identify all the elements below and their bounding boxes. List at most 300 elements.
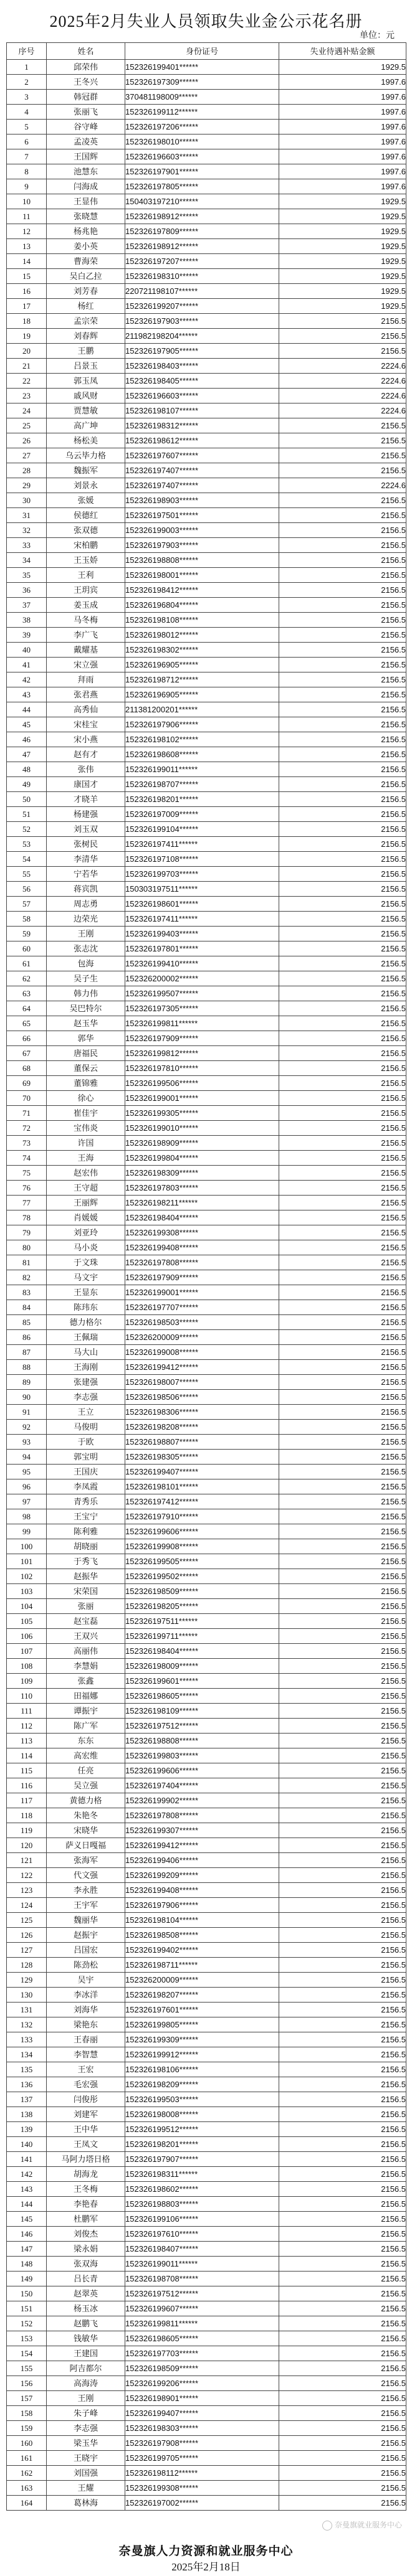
cell-name: 王海刚 — [47, 1360, 125, 1375]
table-row — [7, 1240, 406, 1255]
cell-amount: 1997.6 — [279, 179, 406, 194]
cell-amount: 2156.5 — [279, 463, 406, 478]
cell-amount: 2156.5 — [279, 941, 406, 956]
table-row — [7, 1285, 406, 1300]
cell-name: 刘景永 — [47, 478, 125, 493]
cell-amount: 2156.5 — [279, 1494, 406, 1509]
cell-seq: 88 — [7, 1360, 47, 1375]
cell-seq: 96 — [7, 1479, 47, 1494]
cell-id-number: 152326199001****** — [125, 1285, 279, 1300]
cell-amount: 2156.5 — [279, 1793, 406, 1808]
cell-name: 陈广军 — [47, 1719, 125, 1734]
cell-seq: 62 — [7, 971, 47, 986]
table-row — [7, 2346, 406, 2361]
cell-id-number: 152326197207****** — [125, 254, 279, 269]
wechat-logo-icon — [322, 2521, 332, 2531]
cell-seq: 156 — [7, 2376, 47, 2391]
cell-id-number: 152326200009****** — [125, 1330, 279, 1345]
cell-id-number: 152326198509****** — [125, 1584, 279, 1599]
cell-amount: 1997.6 — [279, 105, 406, 120]
cell-name: 王晓宇 — [47, 2451, 125, 2466]
table-row — [7, 224, 406, 239]
cell-amount: 2156.5 — [279, 628, 406, 643]
cell-name: 韩冠群 — [47, 90, 125, 105]
cell-name: 张伟 — [47, 762, 125, 777]
cell-amount: 2156.5 — [279, 1748, 406, 1763]
cell-id-number: 152326197805****** — [125, 179, 279, 194]
cell-amount: 2156.5 — [279, 1778, 406, 1793]
table-row — [7, 2227, 406, 2242]
cell-id-number: 152326198404****** — [125, 1644, 279, 1659]
cell-seq: 22 — [7, 374, 47, 389]
cell-name: 高秀仙 — [47, 702, 125, 717]
cell-id-number: 152326199305****** — [125, 1106, 279, 1121]
table-row — [7, 1808, 406, 1823]
cell-name: 吴宇 — [47, 1973, 125, 1988]
cell-seq: 123 — [7, 1883, 47, 1898]
cell-id-number: 152326198012****** — [125, 628, 279, 643]
cell-seq: 28 — [7, 463, 47, 478]
cell-seq: 65 — [7, 1016, 47, 1031]
cell-id-number: 152326200002****** — [125, 971, 279, 986]
cell-seq: 36 — [7, 583, 47, 598]
cell-name: 吴巴特尔 — [47, 1001, 125, 1016]
cell-name: 贾慧敏 — [47, 403, 125, 418]
cell-seq: 133 — [7, 2032, 47, 2047]
cell-seq: 38 — [7, 613, 47, 628]
cell-name: 宋晓华 — [47, 1823, 125, 1838]
cell-id-number: 152326199410****** — [125, 956, 279, 971]
cell-seq: 126 — [7, 1928, 47, 1943]
cell-amount: 2156.5 — [279, 717, 406, 732]
cell-name: 闫海成 — [47, 179, 125, 194]
table-row — [7, 1853, 406, 1868]
cell-seq: 161 — [7, 2451, 47, 2466]
cell-seq: 14 — [7, 254, 47, 269]
cell-amount: 2156.5 — [279, 867, 406, 882]
table-row — [7, 1823, 406, 1838]
cell-amount: 2156.5 — [279, 1689, 406, 1704]
cell-seq: 57 — [7, 897, 47, 912]
cell-id-number: 152326196804****** — [125, 598, 279, 613]
cell-seq: 104 — [7, 1599, 47, 1614]
cell-amount: 2156.5 — [279, 1763, 406, 1778]
cell-seq: 87 — [7, 1345, 47, 1360]
cell-id-number: 152326198407****** — [125, 2242, 279, 2257]
cell-seq: 148 — [7, 2257, 47, 2272]
cell-amount: 2156.5 — [279, 852, 406, 867]
cell-seq: 142 — [7, 2167, 47, 2182]
cell-id-number: 152326197703****** — [125, 2346, 279, 2361]
table-row — [7, 60, 406, 75]
table-row — [7, 792, 406, 807]
cell-name: 谷守峰 — [47, 120, 125, 134]
cell-id-number: 152326198903****** — [125, 493, 279, 508]
cell-amount: 2156.5 — [279, 1838, 406, 1853]
table-row — [7, 463, 406, 478]
cell-name: 梁艳东 — [47, 2017, 125, 2032]
cell-seq: 63 — [7, 986, 47, 1001]
table-row — [7, 1629, 406, 1644]
table-row — [7, 1973, 406, 1988]
cell-seq: 153 — [7, 2331, 47, 2346]
cell-id-number: 152326198605****** — [125, 1689, 279, 1704]
cell-id-number: 152326198508****** — [125, 1928, 279, 1943]
cell-name: 杨红 — [47, 299, 125, 314]
table-row — [7, 179, 406, 194]
cell-amount: 2156.5 — [279, 897, 406, 912]
cell-amount: 2224.6 — [279, 403, 406, 418]
table-row — [7, 1255, 406, 1270]
cell-id-number: 152326198707****** — [125, 777, 279, 792]
cell-amount: 2156.5 — [279, 732, 406, 747]
table-row — [7, 1614, 406, 1629]
cell-seq: 144 — [7, 2197, 47, 2212]
cell-amount: 2156.5 — [279, 2167, 406, 2182]
cell-id-number: 152326197411****** — [125, 912, 279, 927]
cell-seq: 152 — [7, 2316, 47, 2331]
cell-id-number: 152326197707****** — [125, 1300, 279, 1315]
cell-id-number: 152326199805****** — [125, 2017, 279, 2032]
cell-seq: 162 — [7, 2466, 47, 2481]
cell-name: 刘国强 — [47, 2466, 125, 2481]
cell-amount: 2156.5 — [279, 2331, 406, 2346]
table-row — [7, 389, 406, 403]
cell-id-number: 152326198205****** — [125, 1599, 279, 1614]
cell-seq: 39 — [7, 628, 47, 643]
cell-id-number: 152326198310****** — [125, 269, 279, 284]
cell-seq: 158 — [7, 2406, 47, 2421]
cell-amount: 2156.5 — [279, 1868, 406, 1883]
cell-amount: 2156.5 — [279, 1031, 406, 1046]
cell-id-number: 152326199412****** — [125, 1360, 279, 1375]
cell-name: 王宇军 — [47, 1898, 125, 1913]
cell-amount: 1929.5 — [279, 209, 406, 224]
table-row — [7, 2122, 406, 2137]
cell-amount: 2156.5 — [279, 1255, 406, 1270]
cell-id-number: 152326197909****** — [125, 1031, 279, 1046]
cell-seq: 80 — [7, 1240, 47, 1255]
cell-id-number: 152326197909****** — [125, 1270, 279, 1285]
cell-seq: 31 — [7, 508, 47, 523]
cell-name: 马冬梅 — [47, 613, 125, 628]
table-row — [7, 1016, 406, 1031]
cell-id-number: 152326197512****** — [125, 2286, 279, 2301]
cell-seq: 163 — [7, 2481, 47, 2496]
cell-name: 吴白乙拉 — [47, 269, 125, 284]
cell-amount: 2156.5 — [279, 2062, 406, 2077]
cell-name: 王宝宁 — [47, 1509, 125, 1524]
cell-seq: 102 — [7, 1569, 47, 1584]
cell-name: 梁永娟 — [47, 2242, 125, 2257]
table-row — [7, 2062, 406, 2077]
cell-seq: 127 — [7, 1943, 47, 1958]
cell-name: 魏丽华 — [47, 1913, 125, 1928]
table-row — [7, 1569, 406, 1584]
cell-amount: 2156.5 — [279, 956, 406, 971]
cell-id-number: 152326199308****** — [125, 2481, 279, 2496]
cell-id-number: 152326196603****** — [125, 389, 279, 403]
cell-seq: 60 — [7, 941, 47, 956]
cell-name: 王冬梅 — [47, 2182, 125, 2197]
cell-name: 杨玉冰 — [47, 2301, 125, 2316]
cell-seq: 134 — [7, 2047, 47, 2062]
table-row — [7, 2331, 406, 2346]
table-row — [7, 2451, 406, 2466]
cell-id-number: 152326198302****** — [125, 643, 279, 658]
cell-name: 王显伟 — [47, 194, 125, 209]
cell-name: 孟凌英 — [47, 134, 125, 149]
cell-amount: 2156.5 — [279, 1674, 406, 1689]
table-row — [7, 239, 406, 254]
cell-name: 张媛 — [47, 493, 125, 508]
cell-seq: 25 — [7, 418, 47, 433]
roster-table — [6, 42, 406, 2511]
table-row — [7, 359, 406, 374]
cell-id-number: 152326199902****** — [125, 1793, 279, 1808]
table-row — [7, 717, 406, 732]
cell-seq: 13 — [7, 239, 47, 254]
cell-name: 张建强 — [47, 1375, 125, 1390]
cell-amount: 2156.5 — [279, 1465, 406, 1479]
cell-name: 萨义日嘎福 — [47, 1838, 125, 1853]
cell-seq: 118 — [7, 1808, 47, 1823]
cell-amount: 2156.5 — [279, 2406, 406, 2421]
table-row — [7, 1136, 406, 1151]
cell-id-number: 152326198306****** — [125, 1405, 279, 1420]
cell-seq: 82 — [7, 1270, 47, 1285]
table-row — [7, 1450, 406, 1465]
cell-id-number: 152326199403****** — [125, 927, 279, 941]
cell-id-number: 152326198207****** — [125, 1988, 279, 2003]
cell-name: 王利 — [47, 568, 125, 583]
cell-seq: 20 — [7, 344, 47, 359]
cell-seq: 59 — [7, 927, 47, 941]
cell-id-number: 152326198305****** — [125, 1450, 279, 1465]
cell-name: 董锦雅 — [47, 1076, 125, 1091]
cell-id-number: 152326199803****** — [125, 1748, 279, 1763]
cell-seq: 94 — [7, 1450, 47, 1465]
cell-name: 韩力伟 — [47, 986, 125, 1001]
cell-amount: 2156.5 — [279, 1734, 406, 1748]
cell-amount: 1929.5 — [279, 284, 406, 299]
table-row — [7, 1121, 406, 1136]
cell-amount: 2156.5 — [279, 1225, 406, 1240]
table-row — [7, 1943, 406, 1958]
cell-id-number: 152326199402****** — [125, 1943, 279, 1958]
cell-name: 胡海龙 — [47, 2167, 125, 2182]
cell-id-number: 152326197009****** — [125, 807, 279, 822]
table-row — [7, 493, 406, 508]
table-row — [7, 523, 406, 538]
cell-seq: 8 — [7, 164, 47, 179]
cell-id-number: 152326197108****** — [125, 852, 279, 867]
cell-name: 王春丽 — [47, 2032, 125, 2047]
column-header-seq: 序号 — [7, 43, 47, 60]
table-row — [7, 75, 406, 90]
cell-name: 张双德 — [47, 523, 125, 538]
cell-name: 李艳春 — [47, 2197, 125, 2212]
cell-name: 宋立强 — [47, 658, 125, 672]
cell-name: 张海军 — [47, 1853, 125, 1868]
cell-id-number: 152326199606****** — [125, 1524, 279, 1539]
cell-seq: 122 — [7, 1868, 47, 1883]
table-row — [7, 1958, 406, 1973]
table-row — [7, 1106, 406, 1121]
cell-name: 魏振军 — [47, 463, 125, 478]
cell-amount: 2156.5 — [279, 2032, 406, 2047]
cell-id-number: 152326198201****** — [125, 792, 279, 807]
cell-amount: 2156.5 — [279, 2286, 406, 2301]
cell-amount: 2156.5 — [279, 1046, 406, 1061]
table-row — [7, 1719, 406, 1734]
cell-id-number: 152326197908****** — [125, 2436, 279, 2451]
table-row — [7, 1838, 406, 1853]
cell-id-number: 152326196905****** — [125, 658, 279, 672]
cell-name: 刘芳春 — [47, 284, 125, 299]
cell-name: 葛林海 — [47, 2496, 125, 2511]
cell-seq: 56 — [7, 882, 47, 897]
cell-id-number: 152326199912****** — [125, 2047, 279, 2062]
cell-id-number: 152326199008****** — [125, 1345, 279, 1360]
cell-amount: 2156.5 — [279, 971, 406, 986]
cell-seq: 77 — [7, 1196, 47, 1210]
cell-id-number: 152326199104****** — [125, 822, 279, 837]
cell-seq: 140 — [7, 2137, 47, 2152]
cell-amount: 2156.5 — [279, 1524, 406, 1539]
cell-id-number: 152326198208****** — [125, 1420, 279, 1435]
cell-id-number: 152326199307****** — [125, 1823, 279, 1838]
cell-amount: 2156.5 — [279, 1210, 406, 1225]
cell-name: 黄德力格 — [47, 1793, 125, 1808]
cell-seq: 6 — [7, 134, 47, 149]
cell-id-number: 152326198503****** — [125, 1315, 279, 1330]
cell-seq: 155 — [7, 2361, 47, 2376]
cell-name: 胡晓丽 — [47, 1539, 125, 1554]
cell-name: 马阿力塔日格 — [47, 2152, 125, 2167]
cell-seq: 120 — [7, 1838, 47, 1853]
cell-name: 张志沈 — [47, 941, 125, 956]
table-row — [7, 1166, 406, 1181]
cell-amount: 2156.5 — [279, 1823, 406, 1838]
cell-seq: 7 — [7, 149, 47, 164]
cell-seq: 15 — [7, 269, 47, 284]
cell-id-number: 152326199505****** — [125, 1554, 279, 1569]
cell-id-number: 152326197404****** — [125, 1778, 279, 1793]
cell-seq: 138 — [7, 2107, 47, 2122]
cell-seq: 124 — [7, 1898, 47, 1913]
cell-seq: 12 — [7, 224, 47, 239]
table-row — [7, 299, 406, 314]
cell-id-number: 152326198101****** — [125, 1479, 279, 1494]
cell-id-number: 152326198209****** — [125, 2077, 279, 2092]
cell-amount: 2156.5 — [279, 1315, 406, 1330]
table-row — [7, 643, 406, 658]
cell-id-number: 152326196905****** — [125, 687, 279, 702]
cell-amount: 2156.5 — [279, 2466, 406, 2481]
cell-seq: 108 — [7, 1659, 47, 1674]
cell-seq: 70 — [7, 1091, 47, 1106]
cell-seq: 37 — [7, 598, 47, 613]
cell-amount: 2156.5 — [279, 1076, 406, 1091]
cell-seq: 44 — [7, 702, 47, 717]
cell-seq: 66 — [7, 1031, 47, 1046]
table-row — [7, 2152, 406, 2167]
table-row — [7, 538, 406, 553]
cell-seq: 128 — [7, 1958, 47, 1973]
cell-id-number: 152326197905****** — [125, 344, 279, 359]
cell-seq: 107 — [7, 1644, 47, 1659]
cell-name: 高丽伟 — [47, 1644, 125, 1659]
cell-id-number: 152326199001****** — [125, 1091, 279, 1106]
table-row — [7, 403, 406, 418]
table-row — [7, 1091, 406, 1106]
cell-seq: 78 — [7, 1210, 47, 1225]
table-row — [7, 1046, 406, 1061]
cell-id-number: 152326198211****** — [125, 1196, 279, 1210]
cell-name: 王冬兴 — [47, 75, 125, 90]
cell-id-number: 152326197906****** — [125, 717, 279, 732]
cell-seq: 100 — [7, 1539, 47, 1554]
cell-seq: 92 — [7, 1420, 47, 1435]
table-row — [7, 1300, 406, 1315]
cell-name: 拜雨 — [47, 672, 125, 687]
cell-amount: 2156.5 — [279, 2182, 406, 2197]
cell-name: 杜鹏军 — [47, 2212, 125, 2227]
cell-seq: 83 — [7, 1285, 47, 1300]
cell-name: 李冰洋 — [47, 1988, 125, 2003]
table-row — [7, 105, 406, 120]
table-body — [7, 60, 406, 2511]
cell-name: 孟宗荣 — [47, 314, 125, 329]
cell-id-number: 152326198901****** — [125, 2391, 279, 2406]
cell-name: 郭华 — [47, 1031, 125, 1046]
table-row — [7, 149, 406, 164]
cell-seq: 84 — [7, 1300, 47, 1315]
cell-id-number: 152326198107****** — [125, 403, 279, 418]
cell-id-number: 152326199112****** — [125, 105, 279, 120]
cell-id-number: 152326198602****** — [125, 2182, 279, 2197]
cell-seq: 150 — [7, 2286, 47, 2301]
cell-id-number: 152326198102****** — [125, 732, 279, 747]
table-row — [7, 2077, 406, 2092]
cell-name: 吴子生 — [47, 971, 125, 986]
cell-name: 毛宏强 — [47, 2077, 125, 2092]
cell-id-number: 152326197501****** — [125, 508, 279, 523]
cell-name: 刘春辉 — [47, 329, 125, 344]
cell-name: 宋小燕 — [47, 732, 125, 747]
cell-id-number: 152326198001****** — [125, 568, 279, 583]
table-row — [7, 1360, 406, 1375]
cell-amount: 2156.5 — [279, 2376, 406, 2391]
cell-name: 崔佳宇 — [47, 1106, 125, 1121]
table-row — [7, 1270, 406, 1285]
cell-id-number: 152326198010****** — [125, 134, 279, 149]
cell-seq: 55 — [7, 867, 47, 882]
table-row — [7, 1584, 406, 1599]
cell-amount: 2156.5 — [279, 553, 406, 568]
cell-amount: 2156.5 — [279, 2197, 406, 2212]
cell-name: 王国庆 — [47, 1465, 125, 1479]
cell-seq: 90 — [7, 1390, 47, 1405]
cell-id-number: 152326197910****** — [125, 1509, 279, 1524]
cell-amount: 2156.5 — [279, 1928, 406, 1943]
cell-name: 梁玉华 — [47, 2436, 125, 2451]
table-row — [7, 2376, 406, 2391]
cell-id-number: 152326199011****** — [125, 762, 279, 777]
cell-seq: 48 — [7, 762, 47, 777]
cell-name: 杨松美 — [47, 433, 125, 448]
